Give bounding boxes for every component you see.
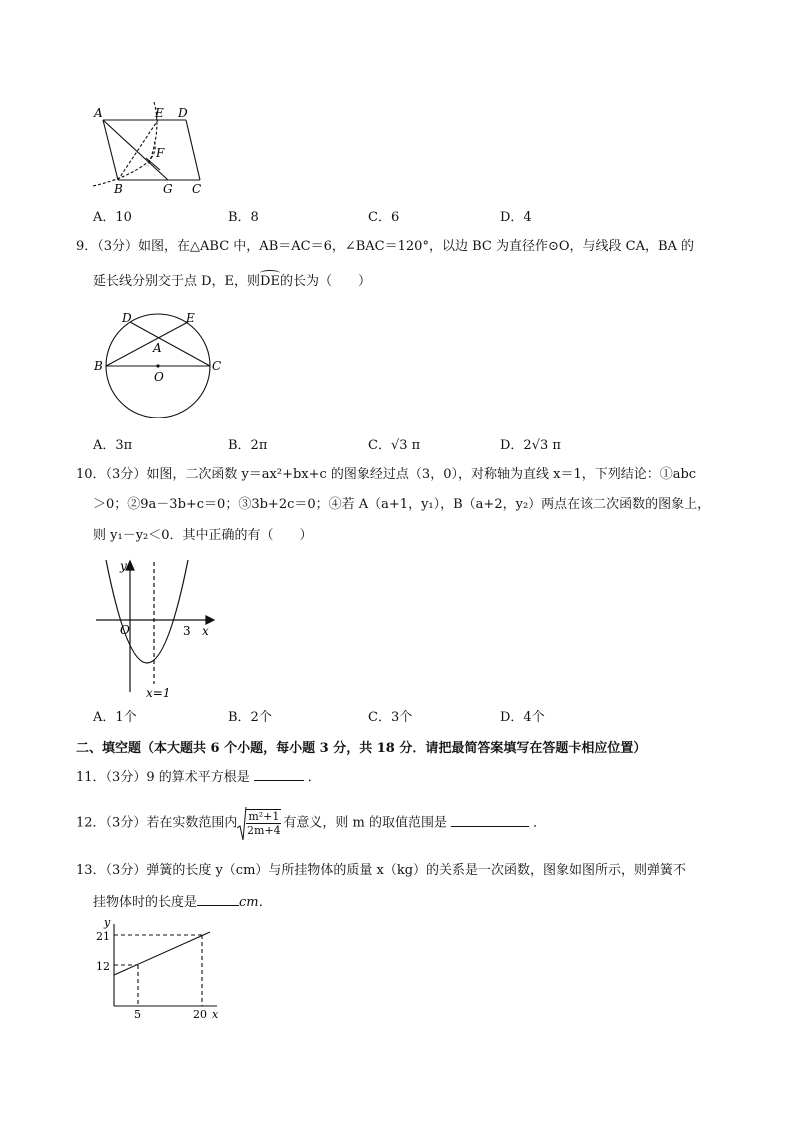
q13-label-12: 12 xyxy=(96,960,110,973)
q8-label-a: A xyxy=(94,106,103,120)
q13-label-y: y xyxy=(104,916,111,929)
q12-post: ． xyxy=(532,815,546,831)
q11-text: 11．（3分）9 的算术平方根是 xyxy=(76,770,250,785)
q12-text-pre: 12．（3分）若在实数范围内 xyxy=(76,815,238,831)
q11-post: ． xyxy=(307,770,321,785)
q9-stem-line1: 9．（3分）如图，在△ABC 中，AB＝AC＝6，∠BAC＝120°，以边 BC 为直径作⊙O，与线段 CA，BA 的 xyxy=(76,239,695,254)
q9-label-a: A xyxy=(153,341,162,355)
q10-figure xyxy=(92,558,222,700)
q9-label-b: B xyxy=(94,359,103,373)
q12-denominator: 2m+4 xyxy=(247,823,281,837)
q10-stem-line2: ＞0；②9a－3b+c＝0；③3b+2c＝0；④若 A（a+1，y₁），B（a+2，y₂）两点在该二次函数的图象上， xyxy=(93,497,711,512)
q8-label-g: G xyxy=(163,182,173,195)
q9-option-c: C．√3 π xyxy=(368,438,421,453)
q12-text-mid: 有意义，则 m 的取值范围是 xyxy=(283,815,447,831)
q8-option-a: A．10 xyxy=(93,210,132,225)
q9-figure xyxy=(90,308,230,418)
q10-label-y: y xyxy=(120,559,127,573)
q9-option-a: A．3π xyxy=(93,438,133,453)
q9-stem-pre: 延长线分别交于点 D，E，则 xyxy=(93,274,261,289)
q8-label-c: C xyxy=(192,182,202,195)
q8-option-d: D．4 xyxy=(500,210,532,225)
q9-arc-de: DE xyxy=(260,273,280,291)
q13-text-post: cm． xyxy=(239,895,272,910)
q13-label-5: 5 xyxy=(134,1008,141,1021)
q8-label-b: B xyxy=(114,182,123,195)
q13-figure xyxy=(92,914,227,1024)
q9-stem-post: 的长为（ ） xyxy=(279,274,371,289)
q10-option-b: B．2个 xyxy=(228,710,272,725)
q9-label-e: E xyxy=(186,311,195,325)
q9-label-o: O xyxy=(154,370,164,384)
q10-label-x: x xyxy=(202,624,209,638)
q9-stem-line2 xyxy=(93,273,371,291)
q10-label-3: 3 xyxy=(183,624,191,638)
q8-label-d: D xyxy=(178,106,188,120)
q11-answer-blank[interactable] xyxy=(254,768,304,781)
q10-label-axis: x=1 xyxy=(146,686,171,700)
q10-option-a: A．1个 xyxy=(93,710,137,725)
q10-label-o: O xyxy=(120,623,130,637)
q8-option-c: C．6 xyxy=(368,210,400,225)
q11-stem xyxy=(76,768,321,787)
q10-option-c: C．3个 xyxy=(368,710,413,725)
q13-label-x: x xyxy=(212,1008,219,1021)
q13-stem-line2 xyxy=(93,893,272,912)
q9-option-d: D．2√3 π xyxy=(500,438,561,453)
q9-label-d: D xyxy=(122,311,132,325)
q8-label-e: E xyxy=(155,106,164,120)
q9-option-b: B．2π xyxy=(228,438,268,453)
q13-answer-blank[interactable] xyxy=(197,893,239,906)
q13-stem-line1: 13．（3分）弹簧的长度 y（cm）与所挂物体的质量 x（kg）的关系是一次函数，图象如图所示，则弹簧不 xyxy=(76,863,687,878)
q8-figure xyxy=(88,100,218,195)
q12-answer-blank[interactable] xyxy=(451,814,529,827)
q13-label-20: 20 xyxy=(193,1008,207,1021)
section-2-heading: 二、填空题（本大题共 6 个小题，每小题 3 分，共 18 分．请把最简答案填写在答题卡相应位置） xyxy=(76,741,647,756)
q10-stem-line1: 10．（3分）如图，二次函数 y＝ax²+bx+c 的图象经过点（3，0），对称轴为直线 x＝1，下列结论：①abc xyxy=(76,467,697,482)
q12-sqrt-expression xyxy=(237,806,281,840)
q12-numerator: m²+1 xyxy=(248,809,280,823)
q8-label-f: F xyxy=(156,146,165,160)
q10-option-d: D．4个 xyxy=(500,710,545,725)
q8-option-b: B．8 xyxy=(228,210,259,225)
q12-stem xyxy=(76,806,546,841)
q13-label-21: 21 xyxy=(96,930,110,943)
q10-stem-line3: 则 y₁－y₂＜0．其中正确的有（ ） xyxy=(93,528,313,543)
q9-label-c: C xyxy=(212,359,222,373)
q13-text-pre: 挂物体时的长度是 xyxy=(93,895,198,910)
